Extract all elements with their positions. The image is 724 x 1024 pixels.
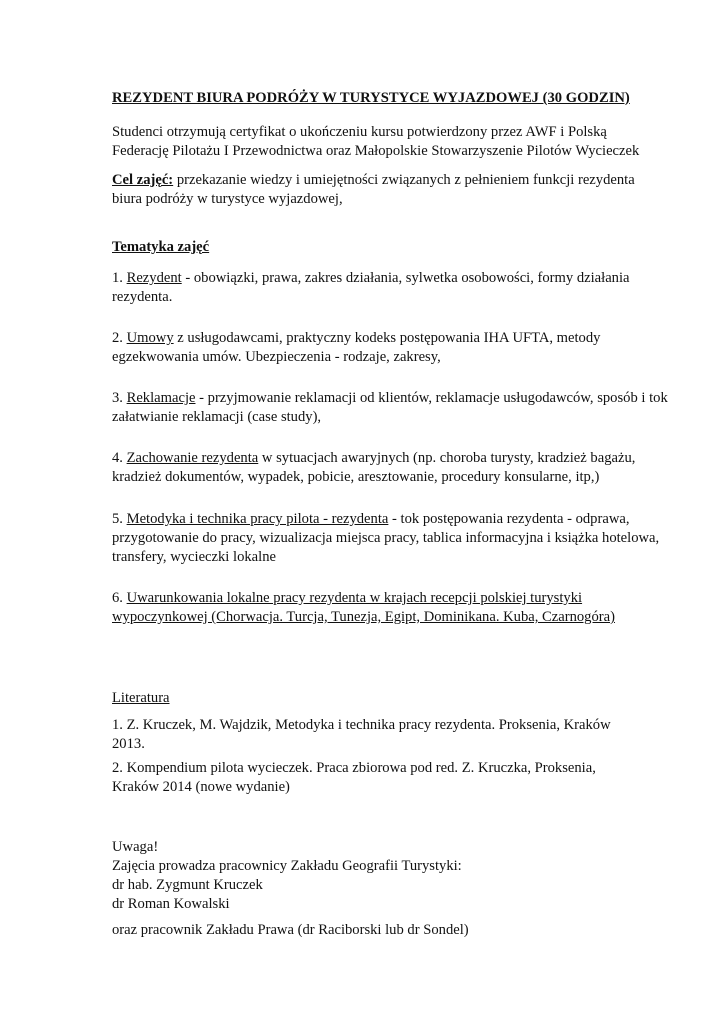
topic-term: Umowy xyxy=(126,330,174,346)
literature-line-1: 1. Z. Kruczek, M. Wajdzik, Metodyka i technika pracy rezydenta. Proksenia, Kraków xyxy=(112,717,611,733)
topics-heading: Tematyka zajęć xyxy=(112,239,210,255)
topic-number: 6. xyxy=(112,590,127,606)
literature-line-2: 2013. xyxy=(112,736,145,752)
note-line: dr hab. Zygmunt Kruczek xyxy=(112,877,263,893)
topic-number: 4. xyxy=(112,450,127,466)
topic-term: Reklamacje xyxy=(126,390,196,406)
document-title: REZYDENT BIURA PODRÓŻY W TURYSTYCE WYJAZDOWEJ (30 GODZIN) xyxy=(112,90,630,106)
topic-number: 3. xyxy=(112,390,127,406)
goal-paragraph xyxy=(112,171,692,209)
topic-text-line-2: kradzież dokumentów, wypadek, pobicie, aresztowanie, procedury konsularne, itp,) xyxy=(112,469,600,485)
note-footer: oraz pracownik Zakładu Prawa (dr Raciborski lub dr Sondel) xyxy=(112,922,469,938)
note-line: Zajęcia prowadza pracownicy Zakładu Geografii Turystyki: xyxy=(112,858,462,874)
topic-number: 1. xyxy=(112,270,127,286)
topic-term-line-2: wypoczynkowej (Chorwacja. Turcja, Tunezja, Egipt, Dominikana. Kuba, Czarnogóra) xyxy=(112,609,615,625)
topic-term: Rezydent xyxy=(126,270,182,286)
literature-item-2 xyxy=(112,759,692,797)
topic-text-line-2: egzekwowania umów. Ubezpieczenia - rodzaje, zakresy, xyxy=(112,349,441,365)
topic-item-6 xyxy=(112,589,692,627)
topic-number: 2. xyxy=(112,330,127,346)
topic-text-line-2: załatwianie reklamacji (case study), xyxy=(112,409,322,425)
topic-text: - przyjmowanie reklamacji od klientów, reklamacje usługodawców, sposób i tok xyxy=(195,390,668,406)
note-line: dr Roman Kowalski xyxy=(112,896,230,912)
topic-text-line-2: rezydenta. xyxy=(112,289,173,305)
goal-line-2: biura podróży w turystyce wyjazdowej, xyxy=(112,191,343,207)
topic-term: Metodyka i technika pracy pilota - rezydenta xyxy=(126,511,389,527)
goal-label: Cel zajęć: xyxy=(112,172,174,188)
literature-item-1 xyxy=(112,716,692,754)
topic-text-line-3: transfery, wycieczki lokalne xyxy=(112,549,276,565)
topic-text: z usługodawcami, praktyczny kodeks postępowania IHA UFTA, metody xyxy=(173,330,601,346)
goal-line-1: przekazanie wiedzy i umiejętności związanych z pełnieniem funkcji rezydenta xyxy=(173,172,635,188)
topic-number: 5. xyxy=(112,511,127,527)
literature-line-2: Kraków 2014 (nowe wydanie) xyxy=(112,779,290,795)
topic-text: w sytuacjach awaryjnych (np. choroba turysty, kradzież bagażu, xyxy=(258,450,636,466)
topic-text-line-2: przygotowanie do pracy, wizualizacja miejsca pracy, tablica informacyjna i książka hotelowa, xyxy=(112,530,660,546)
topic-item-5 xyxy=(112,510,692,567)
topic-item-4 xyxy=(112,449,692,487)
topic-item-2 xyxy=(112,329,692,367)
topic-item-3 xyxy=(112,389,692,427)
topic-text: - tok postępowania rezydenta - odprawa, xyxy=(388,511,630,527)
literature-line-1: 2. Kompendium pilota wycieczek. Praca zbiorowa pod red. Z. Kruczka, Proksenia, xyxy=(112,760,596,776)
literature-heading: Literatura xyxy=(112,690,170,706)
topic-item-1 xyxy=(112,269,692,307)
intro-paragraph xyxy=(112,123,692,161)
intro-line-1: Studenci otrzymują certyfikat o ukończeniu kursu potwierdzony przez AWF i Polską xyxy=(112,124,607,140)
note-block xyxy=(112,838,692,914)
note-heading: Uwaga! xyxy=(112,839,159,855)
topic-term: Zachowanie rezydenta xyxy=(126,450,259,466)
intro-line-2: Federację Pilotażu I Przewodnictwa oraz Małopolskie Stowarzyszenie Pilotów Wycieczek xyxy=(112,143,640,159)
topic-term: Uwarunkowania lokalne pracy rezydenta w krajach recepcji polskiej turystyki xyxy=(126,590,583,606)
topic-text: - obowiązki, prawa, zakres działania, sylwetka osobowości, formy działania xyxy=(181,270,630,286)
